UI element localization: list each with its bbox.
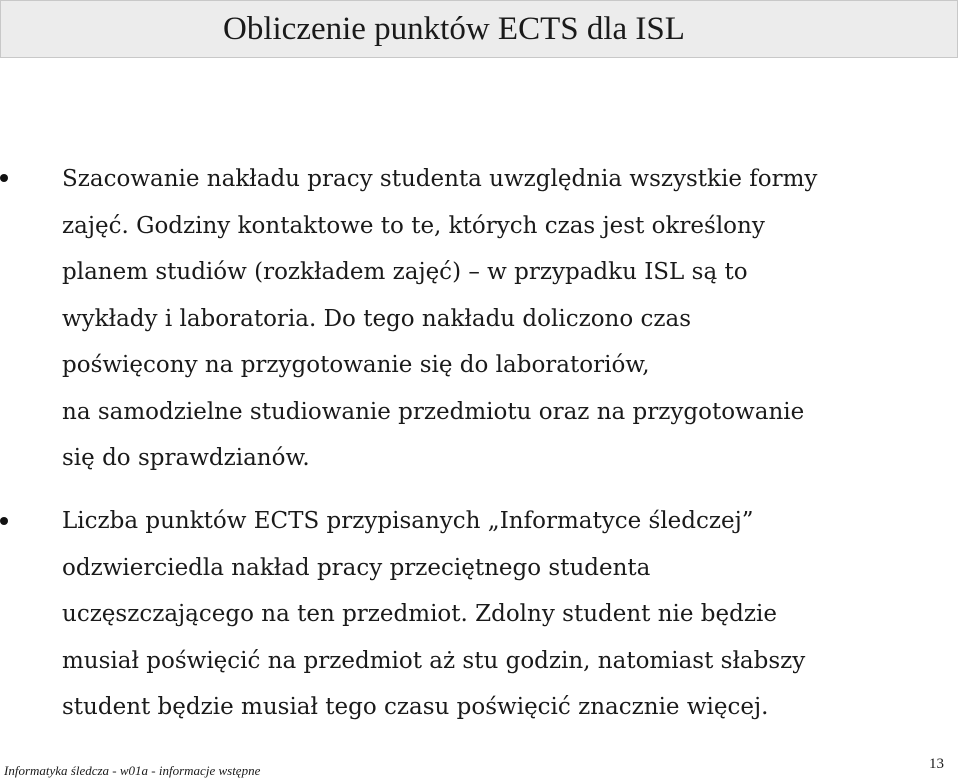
bullet-dot <box>0 517 8 525</box>
footer-text: Informatyka śledcza - w01a - informacje wstępne <box>4 763 261 778</box>
paragraph-line: musiał poświęcić na przedmiot aż stu godzin, natomiast słabszy <box>62 647 806 674</box>
page-number: 13 <box>929 756 944 772</box>
paragraph-line: planem studiów (rozkładem zajęć) – w przypadku ISL są to <box>62 259 748 285</box>
paragraph-line: odzwierciedla nakład pracy przeciętnego studenta <box>62 554 651 581</box>
paragraph-line: na samodzielne studiowanie przedmiotu oraz na przygotowanie <box>62 398 805 425</box>
slide-title: Obliczenie punktów ECTS dla ISL <box>223 11 685 47</box>
bullet-dot <box>0 174 8 182</box>
bullet-paragraph-1 <box>62 156 952 482</box>
title-bar <box>0 0 958 58</box>
paragraph-line: uczęszczającego na ten przedmiot. Zdolny student nie będzie <box>62 601 777 627</box>
paragraph-line: zajęć. Godziny kontaktowe to te, których czas jest określony <box>62 212 765 239</box>
paragraph-line: się do sprawdzianów. <box>62 445 310 471</box>
paragraph-line: wykłady i laboratoria. Do tego nakładu doliczono czas <box>62 305 692 332</box>
paragraph-line: student będzie musiał tego czasu poświęcić znacznie więcej. <box>62 694 769 720</box>
paragraph-line: poświęcony na przygotowanie się do laboratoriów, <box>62 352 650 378</box>
paragraph-line: Liczba punktów ECTS przypisanych „Informatyce śledczej” <box>62 508 754 534</box>
bullet-paragraph-2 <box>62 498 952 731</box>
paragraph-line: Szacowanie nakładu pracy studenta uwzględnia wszystkie formy <box>62 166 818 192</box>
